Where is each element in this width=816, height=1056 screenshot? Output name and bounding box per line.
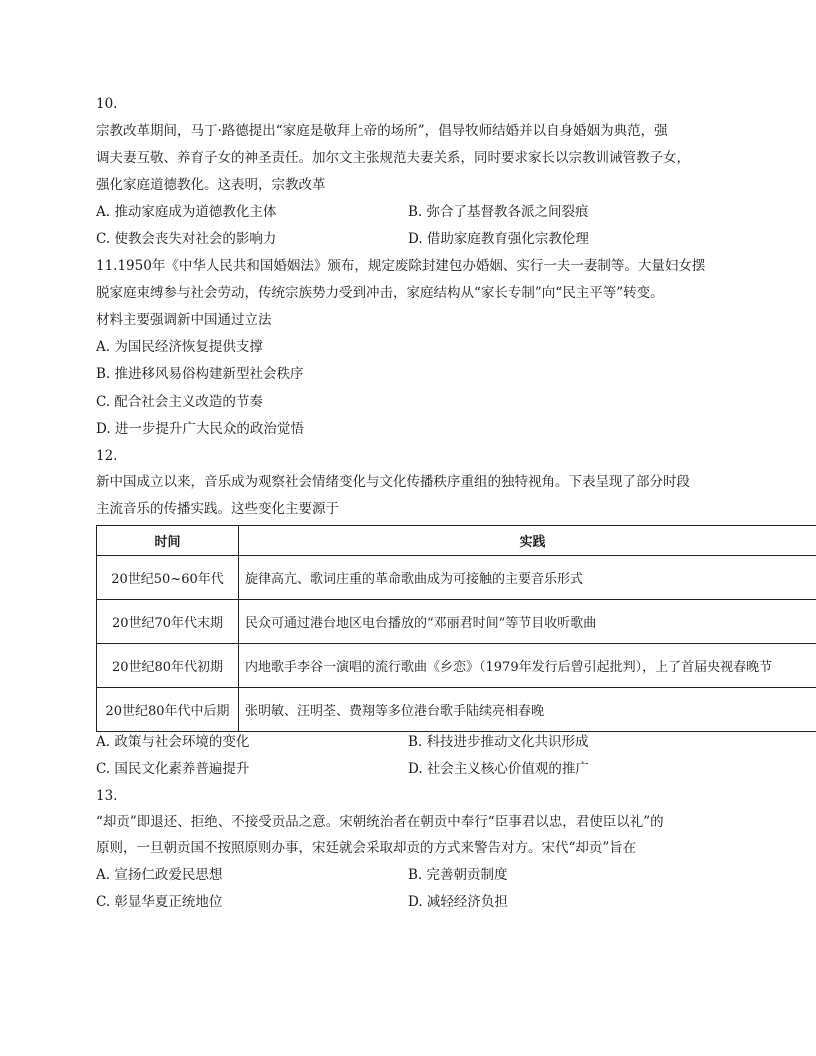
row-period: 20世纪80年代中后期 <box>97 688 239 732</box>
header-practice: 实践 <box>239 526 816 556</box>
row-practice: 张明敏、汪明荃、费翔等多位港台歌手陆续亮相春晚 <box>239 688 816 732</box>
table-row <box>97 688 816 732</box>
q11-option-b: B. 推进移风易俗构建新型社会秩序 <box>96 366 304 382</box>
row-period: 20世纪50~60年代 <box>97 556 239 600</box>
q12-stem-line-1: 新中国成立以来，音乐成为观察社会情绪变化与文化传播秩序重组的独特视角。下表呈现了部分时段 <box>96 474 690 490</box>
q10-stem-line-2: 调夫妻互敬、养育子女的神圣责任。加尔文主张规范夫妻关系，同时要求家长以宗教训诫管教子女， <box>96 150 690 166</box>
q12-option-a: A. 政策与社会环境的变化 <box>96 734 250 750</box>
q11-stem-line-3: 材料主要强调新中国通过立法 <box>96 312 272 328</box>
q11-stem-line-2: 脱家庭束缚参与社会劳动，传统宗族势力受到冲击，家庭结构从“家长专制”向“民主平等”转变。 <box>96 285 664 301</box>
table-row <box>97 644 816 688</box>
q10-option-a: A. 推动家庭成为道德教化主体 <box>96 204 277 220</box>
q11-option-d: D. 进一步提升广大民众的政治觉悟 <box>96 421 304 437</box>
q11-stem-line-1: 11.1950年《中华人民共和国婚姻法》颁布，规定废除封建包办婚姻、实行一夫一妻制等。大量妇女摆 <box>96 258 706 274</box>
q10-stem-line-1: 宗教改革期间，马丁·路德提出“家庭是敬拜上帝的场所”，倡导牧师结婚并以自身婚姻为典范，强 <box>96 123 668 139</box>
q11-option-c: C. 配合社会主义改造的节奏 <box>96 394 263 410</box>
q13-stem-line-1: “却贡”即退还、拒绝、不接受贡品之意。宋朝统治者在朝贡中奉行“臣事君以忠，君使臣以礼”的 <box>96 814 664 830</box>
q12-number: 12. <box>96 448 118 464</box>
q13-option-b: B. 完善朝贡制度 <box>408 867 508 883</box>
row-period: 20世纪80年代初期 <box>97 644 239 688</box>
music-practice-table <box>96 525 816 732</box>
q10-option-d: D. 借助家庭教育强化宗教伦理 <box>408 231 589 247</box>
row-practice: 旋律高亢、歌词庄重的革命歌曲成为可接触的主要音乐形式 <box>239 556 816 600</box>
q12-stem-line-2: 主流音乐的传播实践。这些变化主要源于 <box>96 501 339 517</box>
row-practice: 内地歌手李谷一演唱的流行歌曲《乡恋》（1979年发行后曾引起批判），上了首届央视春晚节 <box>239 644 816 688</box>
q11-option-a: A. 为国民经济恢复提供支撑 <box>96 339 263 355</box>
q13-option-c: C. 彰显华夏正统地位 <box>96 894 223 910</box>
q10-stem-line-3: 强化家庭道德教化。这表明，宗教改革 <box>96 177 326 193</box>
q13-option-a: A. 宣扬仁政爱民思想 <box>96 867 223 883</box>
q13-option-d: D. 减轻经济负担 <box>408 894 508 910</box>
row-practice: 民众可通过港台地区电台播放的“邓丽君时间”等节目收听歌曲 <box>239 600 816 644</box>
q12-option-b: B. 科技进步推动文化共识形成 <box>408 734 589 750</box>
q13-stem-line-2: 原则，一旦朝贡国不按照原则办事，宋廷就会采取却贡的方式来警告对方。宋代“却贡”旨在 <box>96 840 637 856</box>
q13-number: 13. <box>96 788 118 804</box>
row-period: 20世纪70年代末期 <box>97 600 239 644</box>
q12-option-c: C. 国民文化素养普遍提升 <box>96 761 250 777</box>
table-row <box>97 556 816 600</box>
table-row <box>97 600 816 644</box>
q10-option-b: B. 弥合了基督教各派之间裂痕 <box>408 204 589 220</box>
q10-number: 10. <box>96 96 118 112</box>
header-time: 时间 <box>97 526 239 556</box>
table-header-row <box>97 526 816 556</box>
q12-option-d: D. 社会主义核心价值观的推广 <box>408 761 589 777</box>
q10-option-c: C. 使教会丧失对社会的影响力 <box>96 231 277 247</box>
